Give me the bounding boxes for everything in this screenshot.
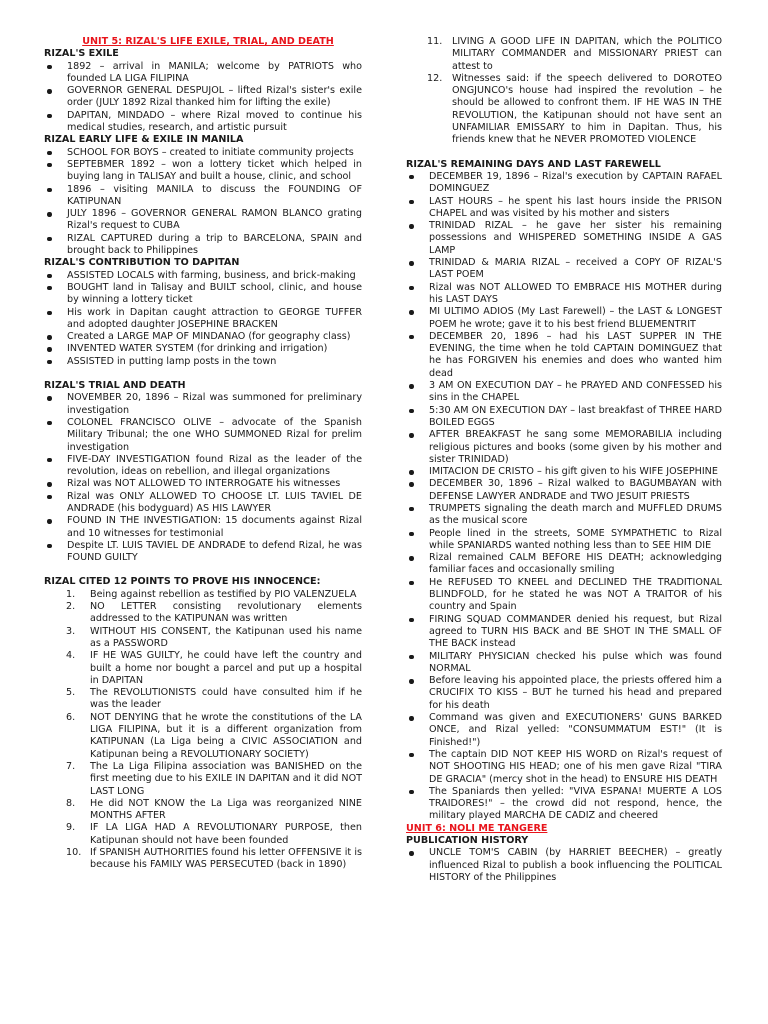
list-item: ASSISTED LOCALS with farming, business, and brick-making — [44, 270, 362, 282]
list-item: DECEMBER 20, 1896 – had his LAST SUPPER IN THE EVENING, the time when he told CAPTAIN DOMINGUEZ that he has FORGIVEN his enemies and does who wanted him dead — [406, 331, 722, 380]
numbered-item: 9. IF LA LIGA HAD A REVOLUTIONARY PURPOSE, then Katipunan should not have been founded — [66, 822, 362, 846]
publication-heading: PUBLICATION HISTORY — [406, 835, 529, 846]
numbered-item: 2. NO LETTER consisting revolutionary elements addressed to the KATIPUNAN was written — [66, 601, 362, 625]
publication-list — [406, 847, 722, 884]
list-item: SEPTEBMER 1892 – won a lottery ticket which helped in buying lang in TALISAY and built a house, clinic, and school — [44, 159, 362, 184]
contribution-heading: RIZAL'S CONTRIBUTION TO DAPITAN — [44, 257, 240, 269]
list-item: MI ULTIMO ADIOS (My Last Farewell) – the LAST & LONGEST POEM he wrote; gave it to his best friend BLUEMENTRIT — [406, 306, 722, 331]
numbered-item: 5. The REVOLUTIONISTS could have consulted him if he was the leader — [66, 687, 362, 711]
list-item: 1896 – visiting MANILA to discuss the FOUNDING OF KATIPUNAN — [44, 184, 362, 209]
right-column — [406, 36, 722, 884]
list-item: Rizal remained CALM BEFORE HIS DEATH; acknowledging familiar faces and occasionally smiling — [406, 552, 722, 577]
list-item: His work in Dapitan caught attraction to GEORGE TUFFER and adopted daughter JOSEPHINE BRACKEN — [44, 307, 362, 332]
list-item: IMITACION DE CRISTO – his gift given to his WIFE JOSEPHINE — [406, 466, 722, 478]
unit-5-title: UNIT 5: RIZAL'S LIFE EXILE, TRIAL, AND DEATH — [82, 36, 334, 47]
list-item: 5:30 AM ON EXECUTION DAY – last breakfast of THREE HARD BOILED EGGS — [406, 405, 722, 430]
list-item: People lined in the streets, SOME SYMPATHETIC to Rizal while SPANIARDS wanted nothing less than to SEE HIM DIE — [406, 528, 722, 553]
numbered-item: 12. Witnesses said: if the speech delivered to DOROTEO ONGJUNCO's house had inspired the revolution – he should be allowed to confront them. IF HE WAS IN THE REVOLUTION, the Katipunan should not have sent an UNFAMILIAR EMISSARY to him in Dapitan. Thus, his friends knew that he NEVER PROMOTED VIOLENCE — [427, 72, 722, 146]
list-item: GOVERNOR GENERAL DESPUJOL – lifted Rizal's sister's exile order (JULY 1892 Rizal thanked him for lifting the exile) — [44, 85, 362, 110]
numbered-item: 11. LIVING A GOOD LIFE IN DAPITAN, which the POLITICO MILITARY COMMANDER and MISSIONARY PRIEST can attest to — [427, 36, 722, 72]
list-item: MILITARY PHYSICIAN checked his pulse which was found NORMAL — [406, 651, 722, 676]
trial-list — [44, 392, 362, 564]
list-item: AFTER BREAKFAST he sang some MEMORABILIA including religious pictures and books (some given by his mother and sister TRINIDAD) — [406, 429, 722, 466]
exile-heading: RIZAL'S EXILE — [44, 48, 119, 60]
list-item: TRINIDAD & MARIA RIZAL – received a COPY OF RIZAL'S LAST POEM — [406, 257, 722, 282]
list-item: Despite LT. LUIS TAVIEL DE ANDRADE to defend Rizal, he was FOUND GUILTY — [44, 540, 362, 565]
list-item: ASSISTED in putting lamp posts in the town — [44, 356, 362, 368]
unit-6-title: UNIT 6: NOLI ME TANGERE — [406, 822, 548, 834]
list-item: DECEMBER 19, 1896 – Rizal's execution by CAPTAIN RAFAEL DOMINGUEZ — [406, 171, 722, 196]
farewell-list — [406, 171, 722, 823]
list-item: DAPITAN, MINDADO – where Rizal moved to continue his medical studies, research, and artistic pursuit — [44, 110, 362, 135]
list-item: 3 AM ON EXECUTION DAY – he PRAYED AND CONFESSED his sins in the CHAPEL — [406, 380, 722, 405]
list-item: Rizal was NOT ALLOWED TO EMBRACE HIS MOTHER during his LAST DAYS — [406, 282, 722, 307]
list-item: NOVEMBER 20, 1896 – Rizal was summoned for preliminary investigation — [44, 392, 362, 417]
numbered-item: 3. WITHOUT HIS CONSENT, the Katipunan used his name as a PASSWORD — [66, 625, 362, 649]
farewell-heading: RIZAL'S REMAINING DAYS AND LAST FAREWELL — [406, 158, 661, 170]
points-list-continued — [406, 36, 722, 147]
list-item: FIRING SQUAD COMMANDER denied his request, but Rizal agreed to TURN HIS BACK and BE SHOT IN THE SMALL OF THE BACK instead — [406, 614, 722, 651]
points-list — [44, 589, 362, 872]
list-item: BOUGHT land in Talisay and BUILT school, clinic, and house by winning a lottery ticket — [44, 282, 362, 307]
list-item: RIZAL CAPTURED during a trip to BARCELONA, SPAIN and brought back to Philippines — [44, 233, 362, 258]
list-item: Created a LARGE MAP OF MINDANAO (for geography class) — [44, 331, 362, 343]
list-item: Rizal was NOT ALLOWED TO INTERROGATE his witnesses — [44, 478, 362, 490]
list-item: Command was given and EXECUTIONERS' GUNS BARKED ONCE, and Rizal yelled: "CONSUMMATUM EST!" (It is Finished!") — [406, 712, 722, 749]
exile-list — [44, 61, 362, 135]
list-item: The Spaniards then yelled: "VIVA ESPANA! MUERTE A LOS TRAIDORES!" – the crowd did not respond, hence, the military played MARCHA DE CADIZ and cheered — [406, 786, 722, 823]
list-item: INVENTED WATER SYSTEM (for drinking and irrigation) — [44, 343, 362, 355]
numbered-item: 8. He did NOT KNOW the La Liga was reorganized NINE MONTHS AFTER — [66, 797, 362, 822]
list-item: The captain DID NOT KEEP HIS WORD on Rizal's request of NOT SHOOTING HIS HEAD; one of his men gave Rizal "TIRA DE GRACIA" (mercy shot in the head) to ENSURE HIS DEATH — [406, 749, 722, 786]
list-item: FOUND IN THE INVESTIGATION: 15 documents against Rizal and 10 witnesses for testimonial — [44, 515, 362, 540]
list-item: 1892 – arrival in MANILA; welcome by PATRIOTS who founded LA LIGA FILIPINA — [44, 61, 362, 86]
early-life-list — [44, 147, 362, 258]
trial-heading: RIZAL'S TRIAL AND DEATH — [44, 380, 186, 392]
points-heading: RIZAL CITED 12 POINTS TO PROVE HIS INNOCENCE: — [44, 576, 321, 588]
left-column — [44, 36, 362, 872]
early-life-heading: RIZAL EARLY LIFE & EXILE IN MANILA — [44, 134, 244, 146]
list-item: DECEMBER 30, 1896 – Rizal walked to BAGUMBAYAN with DEFENSE LAWYER ANDRADE and TWO JESUIT PRIESTS — [406, 478, 722, 503]
numbered-item: 1. Being against rebellion as testified by PIO VALENZUELA — [66, 588, 357, 600]
list-item: TRINIDAD RIZAL – he gave her sister his remaining possessions and WHISPERED SOMETHING INSIDE A GAS LAMP — [406, 220, 722, 257]
list-item: SCHOOL FOR BOYS – created to initiate community projects — [44, 147, 362, 159]
numbered-item: 6. NOT DENYING that he wrote the constitutions of the LA LIGA FILIPINA, but it is a different organization from KATIPUNAN (La Liga being a CIVIC ASSOCIATION and Katipunan being a REVOLUTIONARY SOCIETY) — [66, 711, 362, 760]
numbered-item: 10. If SPANISH AUTHORITIES found his letter OFFENSIVE it is because his FAMILY WAS PERSECUTED (back in 1890) — [66, 847, 362, 871]
numbered-item: 4. IF HE WAS GUILTY, he could have left the country and built a home nor bought a parcel and put up a hospital in DAPITAN — [66, 650, 362, 686]
list-item: UNCLE TOM'S CABIN (by HARRIET BEECHER) – greatly influenced Rizal to publish a book influencing the POLITICAL HISTORY of the Philippines — [406, 847, 722, 884]
list-item: LAST HOURS – he spent his last hours inside the PRISON CHAPEL and was visited by his mother and sisters — [406, 196, 722, 221]
list-item: JULY 1896 – GOVERNOR GENERAL RAMON BLANCO grating Rizal's request to CUBA — [44, 208, 362, 233]
list-item: Before leaving his appointed place, the priests offered him a CRUCIFIX TO KISS – BUT he turned his head and prepared for his death — [406, 675, 722, 712]
numbered-item: 7. The La Liga Filipina association was BANISHED on the first meeting due to his EXILE IN DAPITAN and it did NOT LAST LONG — [66, 760, 362, 797]
list-item: TRUMPETS signaling the death march and MUFFLED DRUMS as the musical score — [406, 503, 722, 528]
list-item: Rizal was ONLY ALLOWED TO CHOOSE LT. LUIS TAVIEL DE ANDRADE (his bodyguard) AS HIS LAWYER — [44, 491, 362, 516]
contribution-list — [44, 270, 362, 368]
list-item: COLONEL FRANCISCO OLIVE – advocate of the Spanish Military Tribunal; the one WHO SUMMONED Rizal for prelim investigation — [44, 417, 362, 454]
list-item: FIVE-DAY INVESTIGATION found Rizal as the leader of the revolution, ideas on rebellion, and illegal organizations — [44, 454, 362, 479]
list-item: He REFUSED TO KNEEL and DECLINED THE TRADITIONAL BLINDFOLD, for he stated he was NOT A TRAITOR of his country and Spain — [406, 577, 722, 614]
